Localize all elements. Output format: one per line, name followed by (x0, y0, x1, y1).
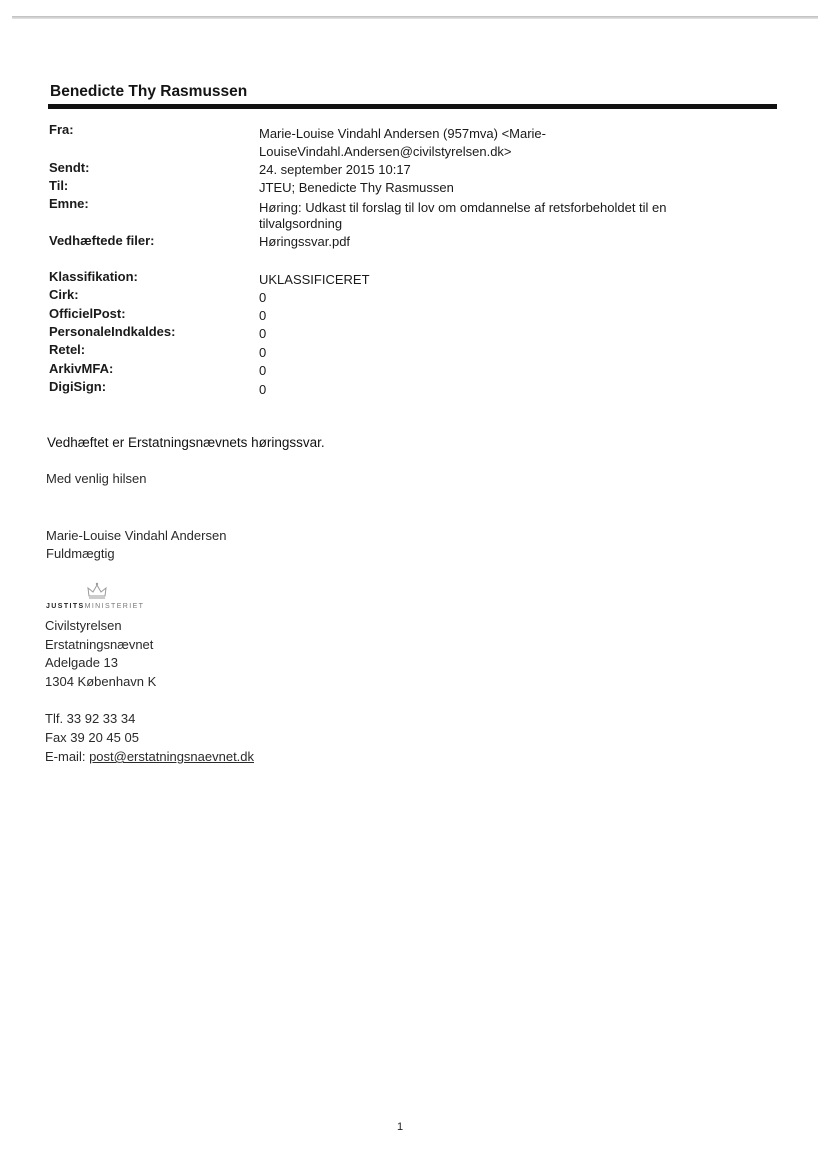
field-label-from: Fra: (49, 122, 74, 137)
crown-icon (86, 582, 108, 599)
field-label-to: Til: (49, 178, 69, 193)
email-label: E-mail: (45, 749, 90, 764)
field-value-from-line1: Marie-Louise Vindahl Andersen (957mva) <Marie- (259, 126, 546, 141)
ministry-logo (46, 603, 144, 610)
attachment-link[interactable]: Høringssvar.pdf (259, 234, 351, 249)
field-value-retel: 0 (259, 345, 267, 360)
field-value-personaleindkaldes: 0 (259, 326, 267, 341)
field-value-classification: UKLASSIFICERET (259, 272, 370, 287)
field-label-digisign: DigiSign: (49, 379, 107, 394)
org-line-civilstyrelsen: Civilstyrelsen (45, 618, 122, 633)
field-value-digisign: 0 (259, 382, 267, 397)
sender-name: Benedicte Thy Rasmussen (50, 83, 248, 100)
signature-email-row (45, 749, 254, 764)
signature-name: Marie-Louise Vindahl Andersen (46, 528, 227, 543)
field-label-subject: Emne: (49, 196, 89, 211)
field-label-retel: Retel: (49, 342, 86, 357)
org-line-city: 1304 København K (45, 674, 157, 689)
field-label-cirk: Cirk: (49, 287, 79, 302)
field-label-attachments: Vedhæftede filer: (49, 233, 155, 248)
org-line-address: Adelgade 13 (45, 655, 119, 670)
field-value-subject-line1: Høring: Udkast til forslag til lov om omdannelse af retsforbeholdet til en (259, 200, 667, 215)
message-intro: Vedhæftet er Erstatningsnævnets høringssvar. (47, 435, 325, 450)
field-value-subject-line2: tilvalgsordning (259, 216, 343, 231)
field-value-arkivmfa: 0 (259, 363, 267, 378)
field-value-officielpost: 0 (259, 308, 267, 323)
page-number: 1 (397, 1121, 404, 1133)
scan-edge (12, 16, 818, 19)
message-greeting: Med venlig hilsen (46, 471, 147, 486)
field-label-arkivmfa: ArkivMFA: (49, 361, 114, 376)
email-link[interactable]: post@erstatningsnaevnet.dk (89, 749, 255, 764)
field-label-classification: Klassifikation: (49, 269, 138, 284)
signature-title: Fuldmægtig (46, 546, 115, 561)
field-label-personaleindkaldes: PersonaleIndkaldes: (49, 324, 176, 339)
ministry-logo-text-a: JUSTITS (46, 603, 85, 610)
field-value-sent: 24. september 2015 10:17 (259, 162, 411, 177)
field-value-to: JTEU; Benedicte Thy Rasmussen (259, 180, 454, 195)
field-value-from-line2: LouiseVindahl.Andersen@civilstyrelsen.dk> (259, 144, 512, 159)
header-rule (48, 104, 777, 109)
signature-phone: Tlf. 33 92 33 34 (45, 711, 136, 726)
field-label-officielpost: OfficielPost: (49, 306, 126, 321)
ministry-logo-text-b: MINISTERIET (84, 603, 145, 610)
signature-fax: Fax 39 20 45 05 (45, 730, 139, 745)
field-label-sent: Sendt: (49, 160, 90, 175)
org-line-erstatningsnaevnet: Erstatningsnævnet (45, 637, 154, 652)
field-value-cirk: 0 (259, 290, 267, 305)
